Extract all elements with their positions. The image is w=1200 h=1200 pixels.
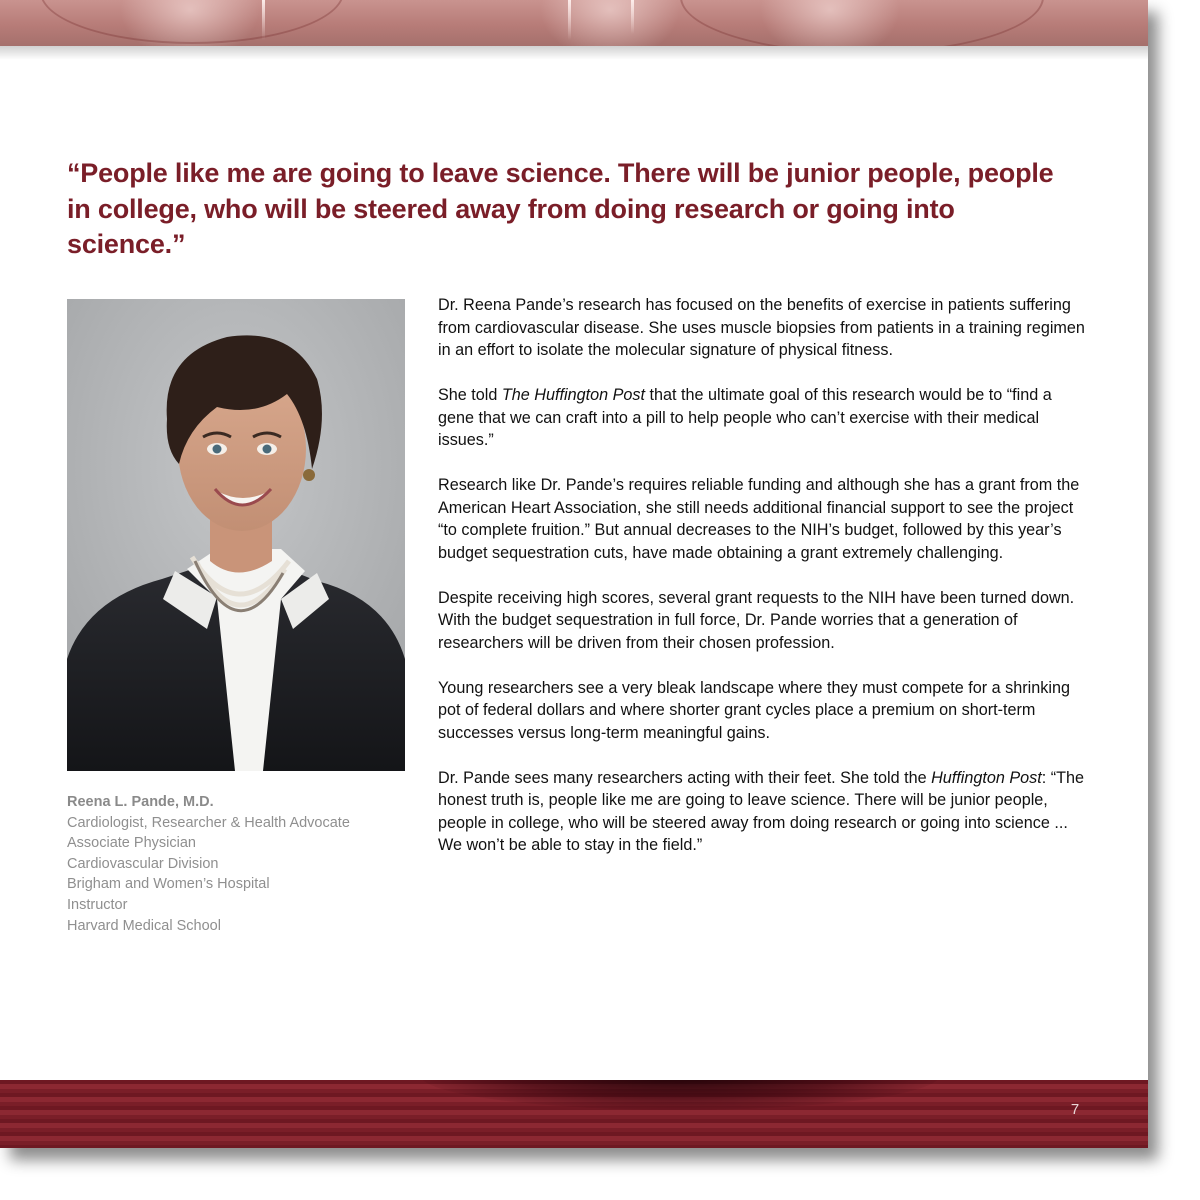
caption-line: Cardiovascular Division — [67, 855, 219, 872]
caption-line: Brigham and Women’s Hospital — [67, 876, 270, 893]
paragraph-6: Dr. Pande sees many researchers acting with their feet. She told the Huffington Post: “The honest truth is, people like me are going to leave science. There will be junior people, people in college, who will be steered away from doing research or going into science ... We won’t be able to stay in the field.” — [438, 768, 1085, 854]
article-body — [438, 294, 1088, 879]
top-band-shadow — [0, 46, 1148, 60]
paragraph-1: Dr. Reena Pande’s research has focused on the benefits of exercise in patients suffering from cardiovascular disease. She uses muscle biopsies from patients in a training regimen in an effort to isolate the molecular signature of physical fitness. — [438, 296, 1085, 359]
publication-title: Huffington Post — [931, 768, 1042, 787]
portrait-illustration — [67, 299, 405, 771]
portrait-photo — [67, 299, 405, 771]
paragraph-3: Research like Dr. Pande’s requires reliable funding and although she has a grant from the American Heart Association, she still needs additional financial support to see the project “to complete fruition.” But annual decreases to the NIH’s budget, followed by this year’s budget sequestration cuts, have made obtaining a grant extremely challenging. — [438, 476, 1080, 562]
bottom-decorative-band — [0, 1080, 1148, 1148]
caption-line: Cardiologist, Researcher & Health Advocate — [67, 814, 350, 831]
photo-caption — [67, 792, 407, 936]
paragraph-2: She told The Huffington Post that the ultimate goal of this research would be to “find a gene that we can craft into a pill to help people who can’t exercise with their medical issues.” — [438, 386, 1052, 449]
caption-line: Associate Physician — [67, 835, 196, 852]
paragraph-5: Young researchers see a very bleak landscape where they must compete for a shrinking pot of federal dollars and where shorter grant cycles place a premium on short-term successes versus long-term meaningful gains. — [438, 678, 1070, 742]
pull-quote: “People like me are going to leave science. There will be junior people, people in college, who will be steered away from doing research or going into science.” — [67, 158, 1054, 259]
caption-line: Instructor — [67, 896, 128, 913]
top-decorative-band — [0, 0, 1148, 46]
paragraph-4: Despite receiving high scores, several grant requests to the NIH have been turned down. With the budget sequestration in full force, Dr. Pande worries that a generation of researchers will be driven from their chosen profession. — [438, 588, 1075, 652]
publication-title: The Huffington Post — [501, 386, 645, 404]
caption-line: Harvard Medical School — [67, 917, 221, 934]
caption-name: Reena L. Pande, M.D. — [67, 794, 214, 810]
page-number: 7 — [1070, 1101, 1080, 1118]
